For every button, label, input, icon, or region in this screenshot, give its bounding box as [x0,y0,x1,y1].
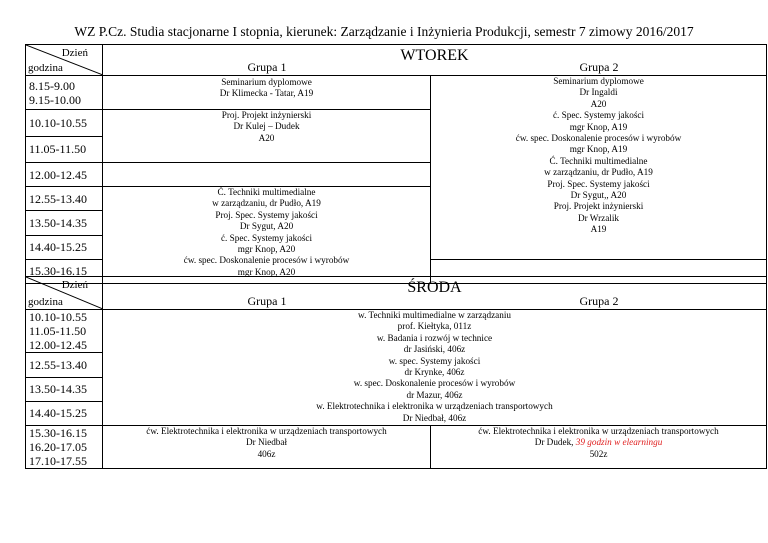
corner-day-label: Dzień [61,279,88,291]
time-slot: 13.50-14.35 [26,211,103,235]
time-slot: 15.30-16.15 16.20-17.05 17.10-17.55 [26,426,103,469]
g2-block: Seminarium dyplomowe Dr Ingaldi A20 ć. Spec. Systemy jakości mgr Knop, A19 ćw. spec. Doskonalenie procesów i wyrobów mgr Knop, A19 Ć. Techniki multimedialne w zarządzaniu, dr Pudło, A19 Proj. Spec. Systemy jakości Dr Sygut,, A20 Proj. Projekt inżynierski Dr Wrzalik A19 [431,76,767,260]
group2-header: Grupa 2 [579,60,619,74]
time-slot: 10.10-10.55 11.05-11.50 12.00-12.45 [26,310,103,353]
corner-cell [26,45,103,76]
time-slot: 13.50-14.35 [26,377,103,401]
time-slot: 11.05-11.50 [26,136,103,163]
group2-header: Grupa 2 [579,294,619,308]
g1-block2: Proj. Projekt inżynierski Dr Kulej – Dudek A20 [103,110,431,163]
elearning-note: 39 godzin w elearningu [575,437,663,448]
time-slot: 15.30-16.15 [26,259,103,283]
corner-hours-label: godzina [28,62,63,74]
g2-lab: ćw. Elektrotechnika i elektronika w urządzeniach transportowych Dr Dudek, 39 godzin w elearningu 502z [431,426,767,469]
tuesday-header [103,45,767,76]
g1-lab: ćw. Elektrotechnika i elektronika w urządzeniach transportowych Dr Niedbał 406z [103,426,431,469]
time-slot: 12.00-12.45 [26,163,103,187]
time-slot: 14.40-15.25 [26,235,103,259]
time-slot: 14.40-15.25 [26,401,103,425]
g1-block1: Seminarium dyplomowe Dr Klimecka - Tatar, A19 [103,76,431,110]
common-lectures: w. Techniki multimedialne w zarządzaniu prof. Kiełtyka, 011z w. Badania i rozwój w technice dr Jasiński, 406z w. spec. Systemy jakości dr Krynke, 406z w. spec. Doskonalenie procesów i wyrobów dr Mazur, 406z w. Elektrotechnika i elektronika w urządzeniach transportowych Dr Niedbał, 406z [103,310,767,426]
time-slot: 8.15-9.00 9.15-10.00 [26,76,103,110]
day-name-tuesday: WTOREK [400,47,469,64]
tuesday-table [25,44,767,284]
day-name-wednesday: ŚRODA [407,279,462,296]
page-title: WZ P.Cz. Studia stacjonarne I stopnia, kierunek: Zarządzanie i Inżynieria Produkcji, semestr 7 zimowy 2016/2017 [74,24,694,39]
wednesday-header [103,277,767,310]
corner-day-label: Dzień [61,47,88,59]
time-slot: 10.10-10.55 [26,110,103,137]
time-slot: 12.55-13.40 [26,187,103,211]
corner-hours-label: godzina [28,296,63,308]
group1-header: Grupa 1 [247,294,287,308]
g1-block3: Ć. Techniki multimedialne w zarządzaniu, dr Pudło, A19 Proj. Spec. Systemy jakości Dr Sygut, A20 ć. Spec. Systemy jakości mgr Knop, A20 ćw. spec. Doskonalenie procesów i wyrobów mgr Knop, A20 [103,187,431,284]
wednesday-table [25,276,767,469]
group1-header: Grupa 1 [247,60,287,74]
time-slot: 12.55-13.40 [26,353,103,377]
corner-cell [26,277,103,310]
g1-empty [103,163,431,187]
